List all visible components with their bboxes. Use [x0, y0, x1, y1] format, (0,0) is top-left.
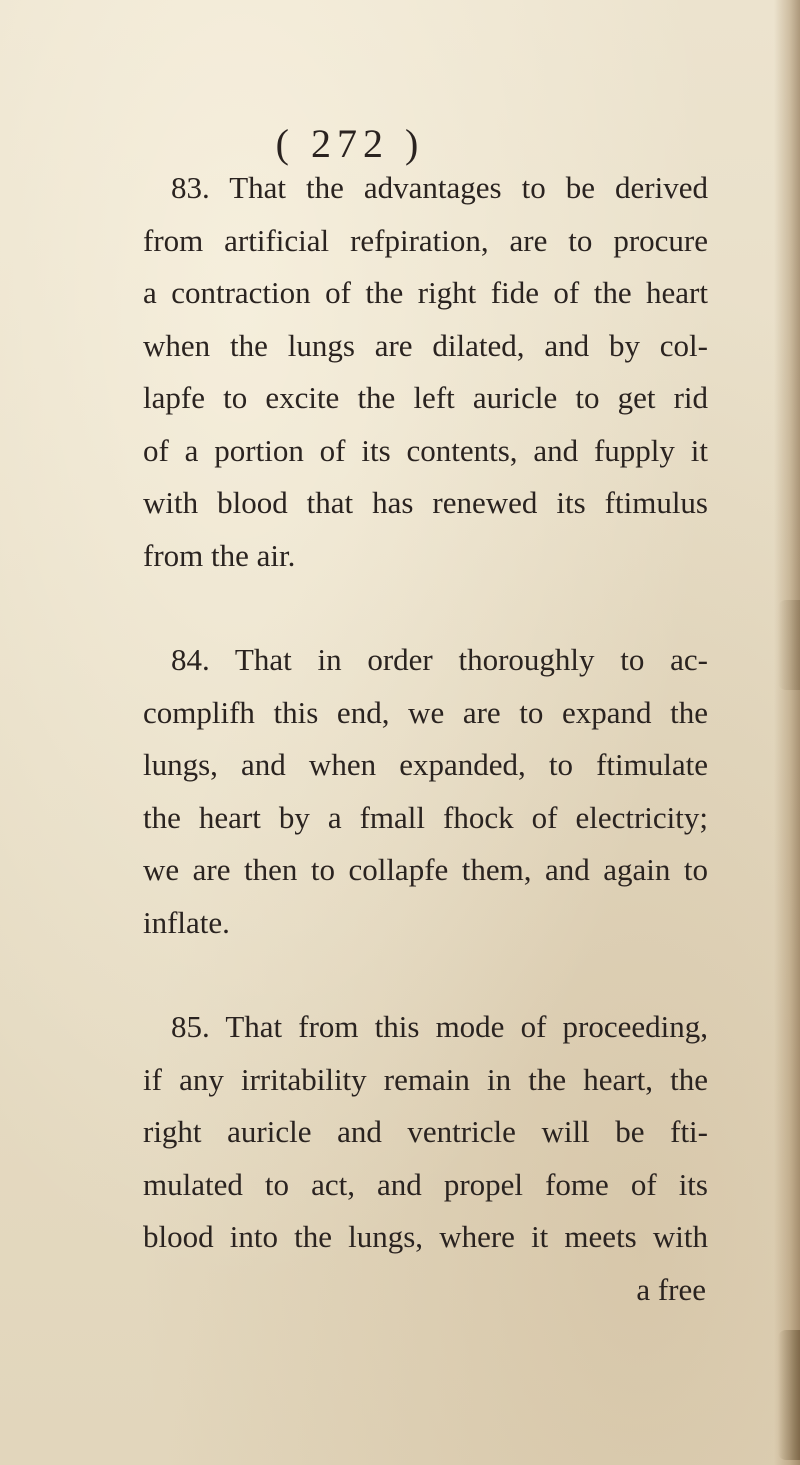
text-line: lungs, and when expanded, to ftimulate — [143, 747, 708, 782]
text-line: a contraction of the right fide of the heart — [143, 275, 708, 310]
text-line: inflate. — [143, 904, 230, 940]
paragraph-85 — [143, 1001, 708, 1264]
text-line: 84. That in order thoroughly to ac- — [171, 642, 708, 677]
text-line: if any irritability remain in the heart, the — [143, 1061, 708, 1097]
text-line: we are then to collapfe them, and again to — [143, 852, 708, 887]
text-line: of a portion of its contents, and fupply it — [143, 432, 708, 468]
text-line: when the lungs are dilated, and by col- — [143, 327, 708, 363]
text-line: blood into the lungs, where it meets with — [143, 1219, 708, 1254]
text-line: the heart by a fmall fhock of electricity; — [143, 799, 708, 835]
paragraph-84 — [143, 634, 708, 949]
page-edge-shadow — [774, 0, 800, 1465]
text-line: right auricle and ventricle will be fti- — [143, 1114, 708, 1149]
page-stain — [778, 1330, 800, 1460]
page-text — [143, 162, 708, 1316]
text-line: 83. That the advantages to be derived — [171, 170, 708, 205]
page-number: ( 272 ) — [275, 121, 425, 166]
paragraph-gap — [143, 949, 708, 1001]
catchword: a free — [636, 1271, 706, 1307]
text-line: complifh this end, we are to expand the — [143, 694, 708, 730]
text-line: from artificial refpiration, are to procure — [143, 222, 708, 258]
text-line: from the air. — [143, 537, 296, 573]
paragraph-gap — [143, 582, 708, 634]
paragraph-83 — [143, 162, 708, 582]
page-stain — [778, 600, 800, 690]
text-line: 85. That from this mode of proceeding, — [171, 1009, 708, 1044]
text-line: lapfe to excite the left auricle to get rid — [143, 380, 708, 415]
text-line: with blood that has renewed its ftimulus — [143, 485, 708, 520]
text-line: mulated to act, and propel fome of its — [143, 1166, 708, 1202]
